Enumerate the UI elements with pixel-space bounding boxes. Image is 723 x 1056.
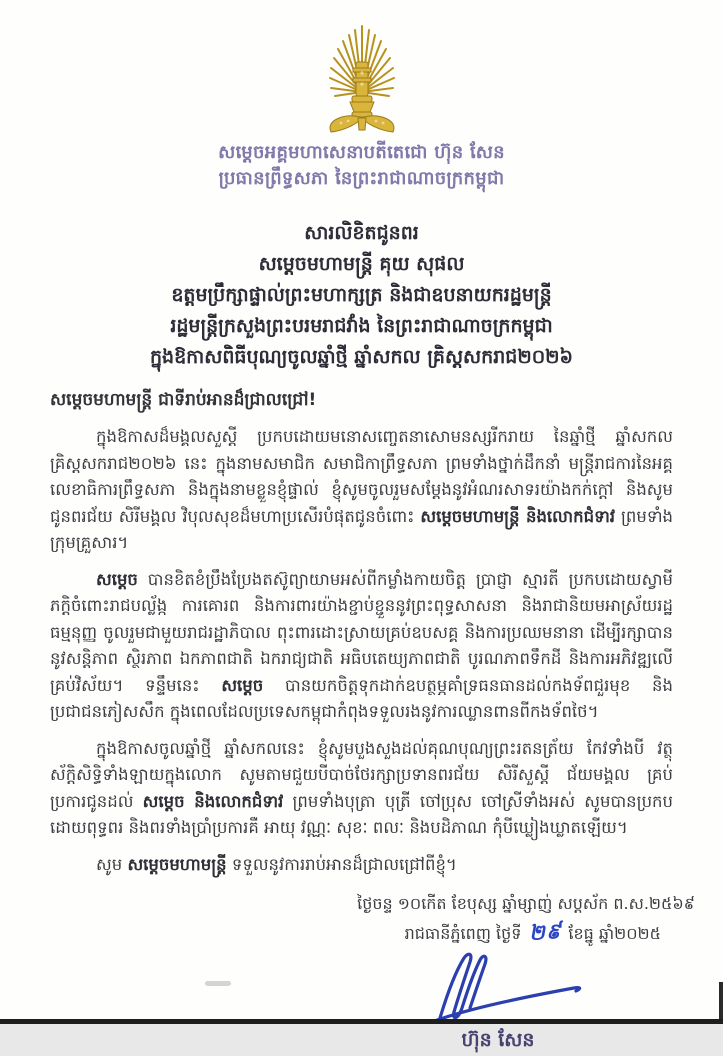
date-prefix: រាជធានីភ្នំពេញ ថ្ងៃទី — [404, 923, 522, 943]
rays-emblem-graphic — [319, 22, 405, 134]
scan-edge-right — [719, 982, 723, 1024]
royal-rays-emblem — [0, 0, 723, 134]
date-suffix: ខែធ្នូ ឆ្នាំ២០២៥ — [568, 923, 661, 943]
body-paragraph-3: ក្នុងឱកាសចូលឆ្នាំថ្មី ឆ្នាំសកលនេះ ខ្ញុំសូមបួងសួងដល់គុណបុណ្យព្រះរតនត្រ័យ កែវទាំងបី វត្ថុស័ក្តិសិទ្ធិទាំងឡាយក្នុងលោក សូមតាមជួយបីបាច់ថែរក្សាប្រទានពរជ័យ សិរីសួស្តី ជ័យមង្គល គ្រប់ប្រការជូនដល់ សម្តេច និងលោកជំទាវ ព្រមទាំងបុត្រា បុត្រី ចៅប្រុស ចៅស្រីទាំងអស់ សូមបានប្រកបដោយពុទ្ធពរ និងពរទាំងប្រាំប្រការគឺ អាយុ វណ្ណៈ សុខៈ ពលៈ និងបដិភាណ កុំបីឃ្លៀងឃ្លាតឡើយ។ — [50, 738, 673, 837]
recipient-name-line: សម្តេចមហាមន្ត្រី គុយ សុផល — [258, 253, 465, 275]
salutation-line: សម្តេចមហាមន្ត្រី ជាទីរាប់អានដ៏ជ្រាលជ្រៅ! — [50, 390, 317, 410]
letter-title-block — [0, 218, 723, 373]
closing-line: សូម សម្តេចមហាមន្ត្រី ទទួលនូវការរាប់អានដ៏ជ្រាលជ្រៅពីខ្ញុំ។ — [96, 854, 457, 874]
scan-edge-bottom — [0, 1019, 723, 1024]
civil-date-line — [0, 918, 695, 948]
sender-title-line: សម្តេចអគ្គមហាសេនាបតីតេជោ ហ៊ុន សែន — [218, 142, 505, 163]
handwritten-day: ២៩ — [527, 918, 563, 945]
signer-name: ហ៊ុន សែន — [461, 1028, 535, 1051]
signature-block — [368, 950, 628, 1056]
lunar-date-line: ថ្ងៃចន្ទ ១០កើត ខែបុស្ស ឆ្នាំម្សាញ់ សប្តស័ក ព.ស.២៥៦៩ — [357, 893, 695, 913]
sender-position-line: ប្រធានព្រឹទ្ធសភា នៃព្រះរាជាណាចក្រកម្ពុជា — [218, 168, 505, 189]
signature-mark — [388, 950, 608, 1028]
occasion-line: ក្នុងឱកាសពិធីបុណ្យចូលឆ្នាំថ្មី ឆ្នាំសកល គ្រិស្តសករាជ២០២៦ — [149, 346, 573, 368]
body-paragraph-1: ក្នុងឱកាសដ៏មង្គលសួស្តី ប្រកបដោយមនោសញ្ចេតនាសោមនស្សរីករាយ នៃឆ្នាំថ្មី ឆ្នាំសកល គ្រិស្តសករាជ២០២៦ នេះ ក្នុងនាមសមាជិក សមាជិកាព្រឹទ្ធសភា ព្រមទាំងថ្នាក់ដឹកនាំ មន្ត្រីរាជការនៃអគ្គលេខាធិការព្រឹទ្ធសភា និងក្នុងនាមខ្លួនខ្ញុំផ្ទាល់ ខ្ញុំសូមចូលរួមសម្តែងនូវអំណរសាទរយ៉ាងកក់ក្តៅ និងសូមជូនពរជ័យ សិរីមង្គល វិបុលសុខដ៏មហាប្រសើរបំផុតជូនចំពោះ សម្តេចមហាមន្ត្រី និងលោកជំទាវ ព្រមទាំងក្រុមគ្រួសារ។ — [50, 427, 673, 552]
body-paragraph-2: សម្តេច បានខិតខំប្រឹងប្រែងតស៊ូព្យាយាមអស់ពីកម្លាំងកាយចិត្ត ប្រាជ្ញា ស្មារតី ប្រកបដោយស្វាមីភក្តិចំពោះរាជបល្ល័ង្ក ការគោរព និងការពារយ៉ាងខ្ជាប់ខ្ជួននូវព្រះពុទ្ធសាសនា និងរាជានិយមអាស្រ័យរដ្ឋធម្មនុញ្ញ ចូលរួមជាមួយរាជរដ្ឋាភិបាល ពុះពារដោះស្រាយគ្រប់ឧបសគ្គ និងការប្រឈមនានា ដើម្បីរក្សាបាននូវសន្តិភាព ស្ថិរភាព ឯកភាពជាតិ ឯករាជ្យជាតិ អធិបតេយ្យភាពជាតិ បូរណភាពទឹកដី និងការអភិវឌ្ឍលើគ្រប់វិស័យ។ ទន្ទឹមនេះ សម្តេច បានយកចិត្តទុកដាក់ឧបត្ថម្ភគាំទ្រធនធានដល់កងទ័ពជួរមុខ និងប្រជាជនភៀសសឹក ក្នុងពេលដែលប្រទេសកម្ពុជាកំពុងទទួលរងនូវការឈ្លានពានពីកងទ័ពថៃ។ — [50, 569, 673, 721]
scan-smudge — [205, 981, 231, 986]
dateline-block — [0, 890, 723, 948]
letter-type-title: សារលិខិតជូនពរ — [304, 222, 419, 244]
recipient-title-line-2: រដ្ឋមន្ត្រីក្រសួងព្រះបរមរាជវាំង នៃព្រះរាជាណាចក្រកម្ពុជា — [170, 315, 553, 337]
recipient-title-line-1: ឧត្តមប្រឹក្សាផ្ទាល់ព្រះមហាក្សត្រ និងជាឧបនាយករដ្ឋមន្ត្រី — [171, 284, 552, 306]
